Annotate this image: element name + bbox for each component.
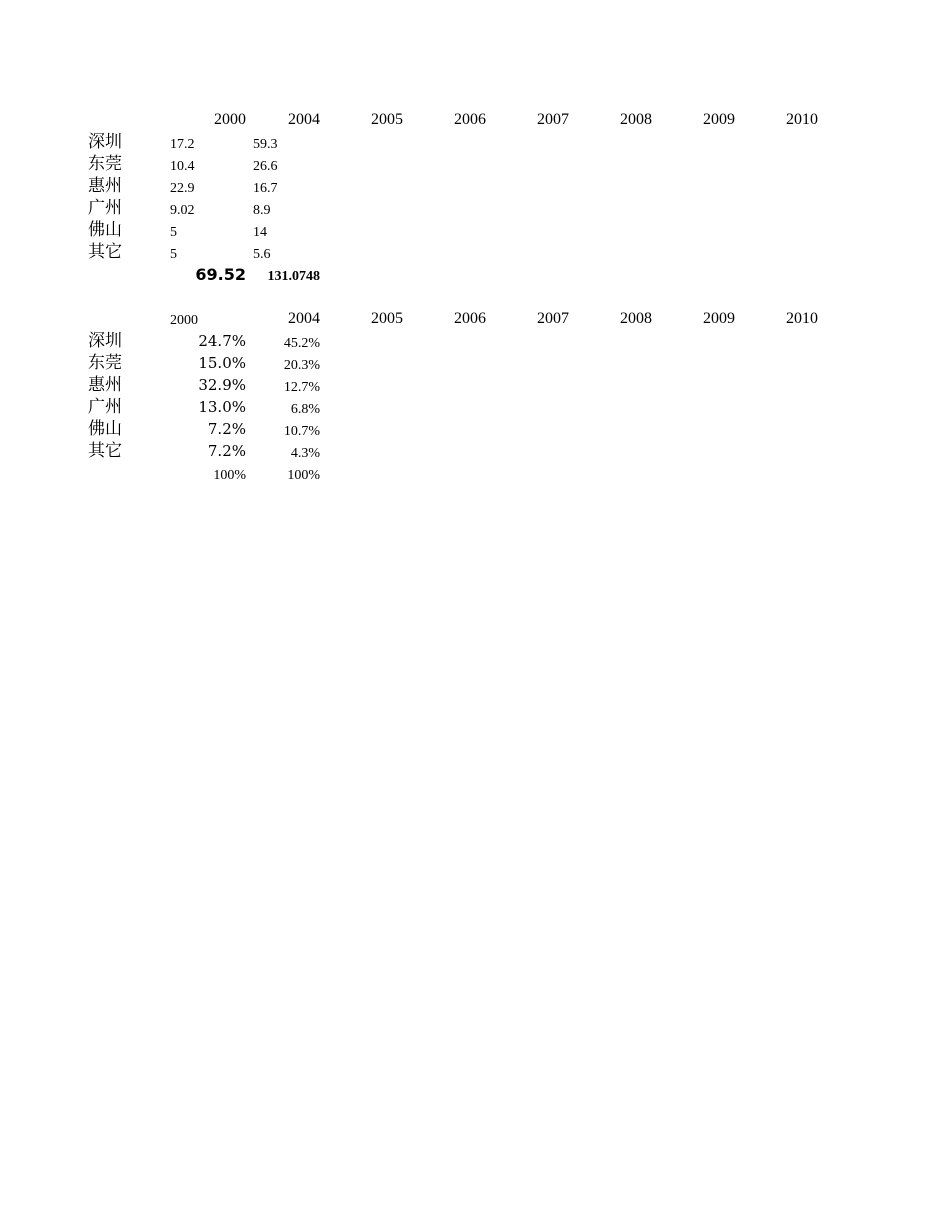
header-year: 2004 (288, 111, 320, 128)
header-year: 2008 (620, 111, 652, 128)
value-2004: 5.6 (253, 247, 271, 262)
header-year: 2008 (620, 310, 652, 327)
value-2004: 26.6 (253, 159, 278, 174)
row-city-label: 其它 (88, 441, 122, 461)
row-city-label: 东莞 (88, 353, 122, 373)
percent-2000: 24.7% (198, 332, 246, 350)
value-2004: 14 (253, 225, 267, 240)
row-city-label: 深圳 (88, 331, 122, 351)
row-city-label: 惠州 (88, 176, 122, 196)
percent-2004: 4.3% (290, 446, 320, 461)
value-2004: 16.7 (253, 181, 278, 196)
percent-2000: 7.2% (207, 420, 246, 438)
header-year: 2009 (703, 111, 735, 128)
percent-2004: 6.8% (290, 402, 320, 417)
header-year: 2004 (288, 310, 320, 327)
header-year: 2009 (703, 310, 735, 327)
header-year: 2007 (537, 310, 569, 327)
value-2000: 5 (170, 225, 177, 240)
total-2000: 69.52 (195, 265, 246, 284)
percent-2000: 13.0% (198, 398, 246, 416)
header-year: 2000 (170, 313, 198, 328)
header-year: 2000 (214, 111, 246, 128)
row-city-label: 惠州 (88, 375, 122, 395)
row-city-label: 佛山 (88, 220, 122, 240)
value-2000: 22.9 (170, 181, 195, 196)
row-city-label: 广州 (88, 397, 122, 417)
row-city-label: 深圳 (88, 132, 122, 152)
row-city-label: 东莞 (88, 154, 122, 174)
percent-2004: 10.7% (283, 424, 320, 439)
percent-2000: 32.9% (198, 376, 246, 394)
header-year: 2007 (537, 111, 569, 128)
value-2004: 59.3 (253, 137, 278, 152)
percent-2004: 20.3% (283, 358, 320, 373)
percent-total-2004: 100% (287, 468, 320, 483)
row-city-label: 其它 (88, 242, 122, 262)
header-year: 2006 (454, 111, 486, 128)
value-2000: 10.4 (170, 159, 195, 174)
header-year: 2005 (371, 111, 403, 128)
header-year: 2010 (786, 111, 818, 128)
row-city-label: 广州 (88, 198, 122, 218)
total-2004: 131.0748 (267, 269, 320, 284)
percent-2000: 15.0% (198, 354, 246, 372)
header-year: 2005 (371, 310, 403, 327)
value-2000: 17.2 (170, 137, 195, 152)
header-year: 2010 (786, 310, 818, 327)
value-2004: 8.9 (253, 203, 271, 218)
percent-2004: 12.7% (283, 380, 320, 395)
value-2000: 5 (170, 247, 177, 262)
header-year: 2006 (454, 310, 486, 327)
row-city-label: 佛山 (88, 419, 122, 439)
percent-2000: 7.2% (207, 442, 246, 460)
value-2000: 9.02 (170, 203, 195, 218)
percent-2004: 45.2% (283, 336, 320, 351)
percent-total-2000: 100% (213, 468, 246, 483)
